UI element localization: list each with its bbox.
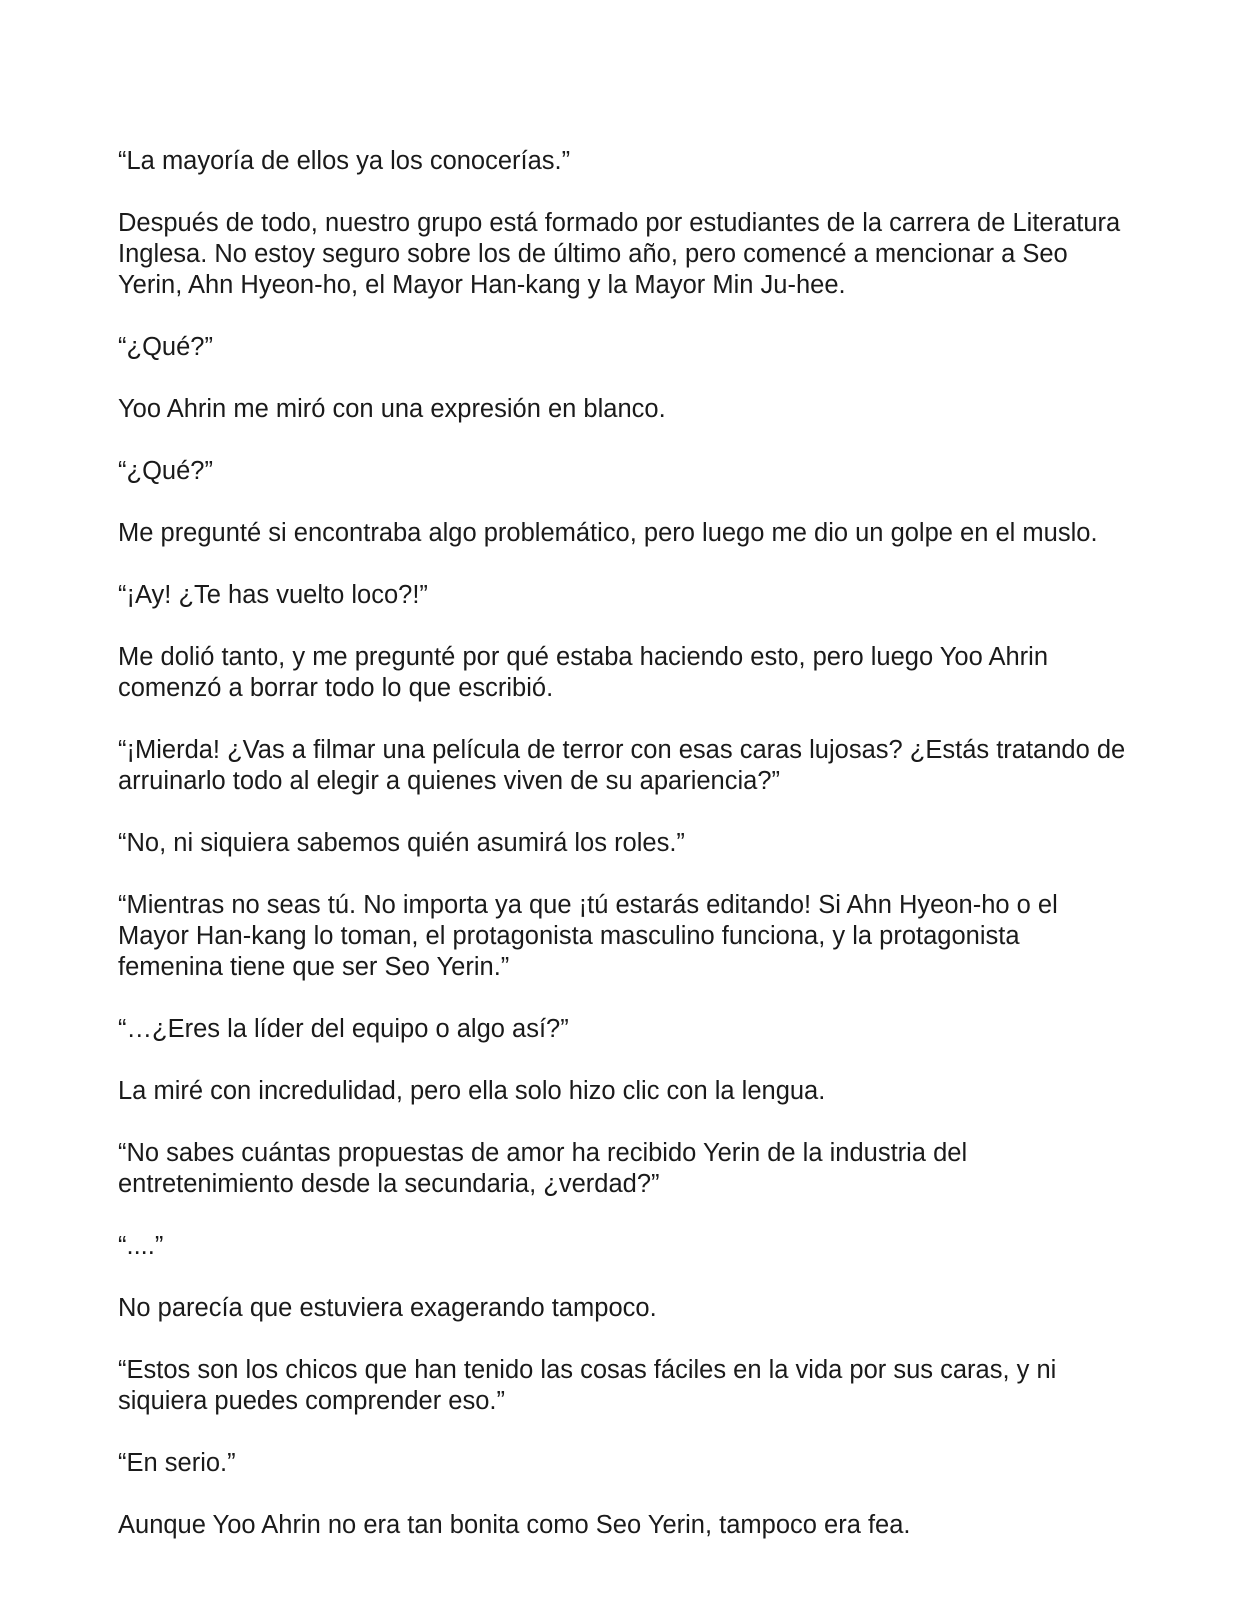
paragraph: La miré con incredulidad, pero ella solo hizo clic con la lengua. — [118, 1077, 826, 1105]
paragraph: “En serio.” — [118, 1449, 236, 1477]
paragraph: Me pregunté si encontraba algo problemático, pero luego me dio un golpe en el muslo. — [118, 519, 1098, 547]
paragraph: Aunque Yoo Ahrin no era tan bonita como Seo Yerin, tampoco era fea. — [118, 1511, 911, 1539]
paragraph: “¿Qué?” — [118, 457, 213, 485]
paragraph: “No sabes cuántas propuestas de amor ha recibido Yerin de la industria del entretenimiento desde la secundaria, ¿verdad?” — [118, 1139, 968, 1198]
paragraph: “....” — [118, 1232, 164, 1260]
paragraph: Yoo Ahrin me miró con una expresión en blanco. — [118, 395, 666, 423]
document-body — [118, 146, 1128, 1541]
paragraph: “Estos son los chicos que han tenido las cosas fáciles en la vida por sus caras, y ni siquiera puedes comprender eso.” — [118, 1356, 1057, 1415]
paragraph: “¡Mierda! ¿Vas a filmar una película de terror con esas caras lujosas? ¿Estás tratando de arruinarlo todo al elegir a quienes viven de su apariencia?” — [118, 736, 1126, 795]
paragraph: Me dolió tanto, y me pregunté por qué estaba haciendo esto, pero luego Yoo Ahrin comenzó a borrar todo lo que escribió. — [118, 643, 1049, 702]
paragraph: “No, ni siquiera sabemos quién asumirá los roles.” — [118, 829, 685, 857]
paragraph: Después de todo, nuestro grupo está formado por estudiantes de la carrera de Literatura Inglesa. No estoy seguro sobre los de último año, pero comencé a mencionar a Seo Yerin, Ahn Hyeon-ho, el Mayor Han-kang y la Mayor Min Ju-hee. — [118, 209, 1121, 299]
paragraph: “¿Qué?” — [118, 333, 213, 361]
paragraph: No parecía que estuviera exagerando tampoco. — [118, 1294, 657, 1322]
paragraph: “La mayoría de ellos ya los conocerías.” — [118, 147, 571, 175]
paragraph: “Mientras no seas tú. No importa ya que ¡tú estarás editando! Si Ahn Hyeon-ho o el Mayor Han-kang lo toman, el protagonista masculino funciona, y la protagonista femenina tiene que ser Seo Yerin.” — [118, 891, 1058, 981]
paragraph: “…¿Eres la líder del equipo o algo así?” — [118, 1015, 569, 1043]
paragraph: “¡Ay! ¿Te has vuelto loco?!” — [118, 581, 428, 609]
